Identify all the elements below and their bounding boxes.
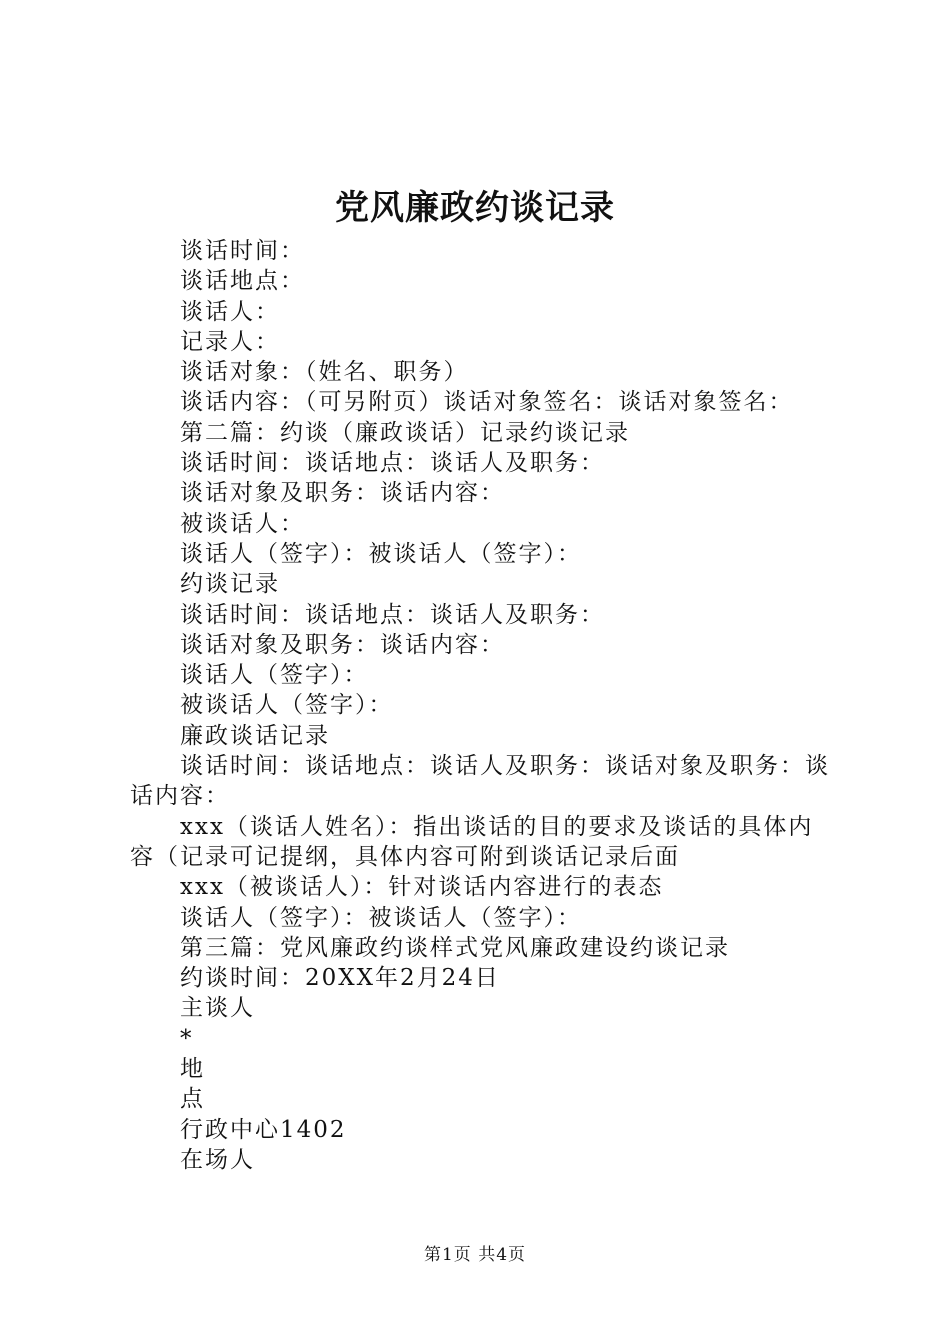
document-line: 谈话人（签字）： xyxy=(180,662,369,689)
document-line: 在场人 xyxy=(180,1146,255,1173)
page-footer: 第1页 共4页 xyxy=(423,1245,527,1265)
document-line: 被谈话人： xyxy=(180,510,305,537)
document-line: 谈话对象及职务：谈话内容： xyxy=(180,631,505,658)
document-line: 谈话对象及职务：谈话内容： xyxy=(180,480,505,507)
document-line: 被谈话人（签字）： xyxy=(180,692,394,719)
document-line: 廉政谈话记录 xyxy=(180,722,330,749)
document-line: 主谈人 xyxy=(180,995,255,1022)
document-line: 谈话人（签字）：被谈话人（签字）： xyxy=(180,540,582,567)
document-line: 约谈记录 xyxy=(180,571,280,598)
document-line: 谈话时间：谈话地点：谈话人及职务： xyxy=(180,601,605,628)
document-line: 谈话对象：（姓名、职务） xyxy=(180,359,469,386)
document-line: 谈话人（签字）：被谈话人（签字）： xyxy=(180,904,582,931)
document-line: xxx（被谈话人）：针对谈话内容进行的表态 xyxy=(180,874,664,901)
document-line: 谈话时间：谈话地点：谈话人及职务： xyxy=(180,450,605,477)
document-line: 谈话地点： xyxy=(180,268,305,295)
document-line: xxx（谈话人姓名）：指出谈话的目的要求及谈话的具体内容（记录可记提纲，具体内容可附到谈话记录后面 xyxy=(130,813,814,870)
document-line: 记录人： xyxy=(180,328,280,355)
document-title: 党风廉政约谈记录 xyxy=(335,188,615,228)
document-line: 点 xyxy=(180,1086,205,1113)
document-line: 约谈时间：20XX年2月24日 xyxy=(180,965,500,992)
document-line: 谈话时间：谈话地点：谈话人及职务：谈话对象及职务：谈话内容： xyxy=(130,753,830,810)
document-line: * xyxy=(180,1025,194,1052)
document-line: 谈话人： xyxy=(180,298,280,325)
document-line: 第二篇：约谈（廉政谈话）记录约谈记录 xyxy=(180,419,630,446)
document-line: 谈话内容：（可另附页）谈话对象签名：谈话对象签名： xyxy=(180,389,794,416)
document-line: 地 xyxy=(180,1056,205,1083)
document-line: 谈话时间： xyxy=(180,238,305,264)
document-line: 行政中心1402 xyxy=(180,1116,347,1143)
document-line: 第三篇：党风廉政约谈样式党风廉政建设约谈记录 xyxy=(180,934,730,961)
document-body xyxy=(130,236,850,1175)
